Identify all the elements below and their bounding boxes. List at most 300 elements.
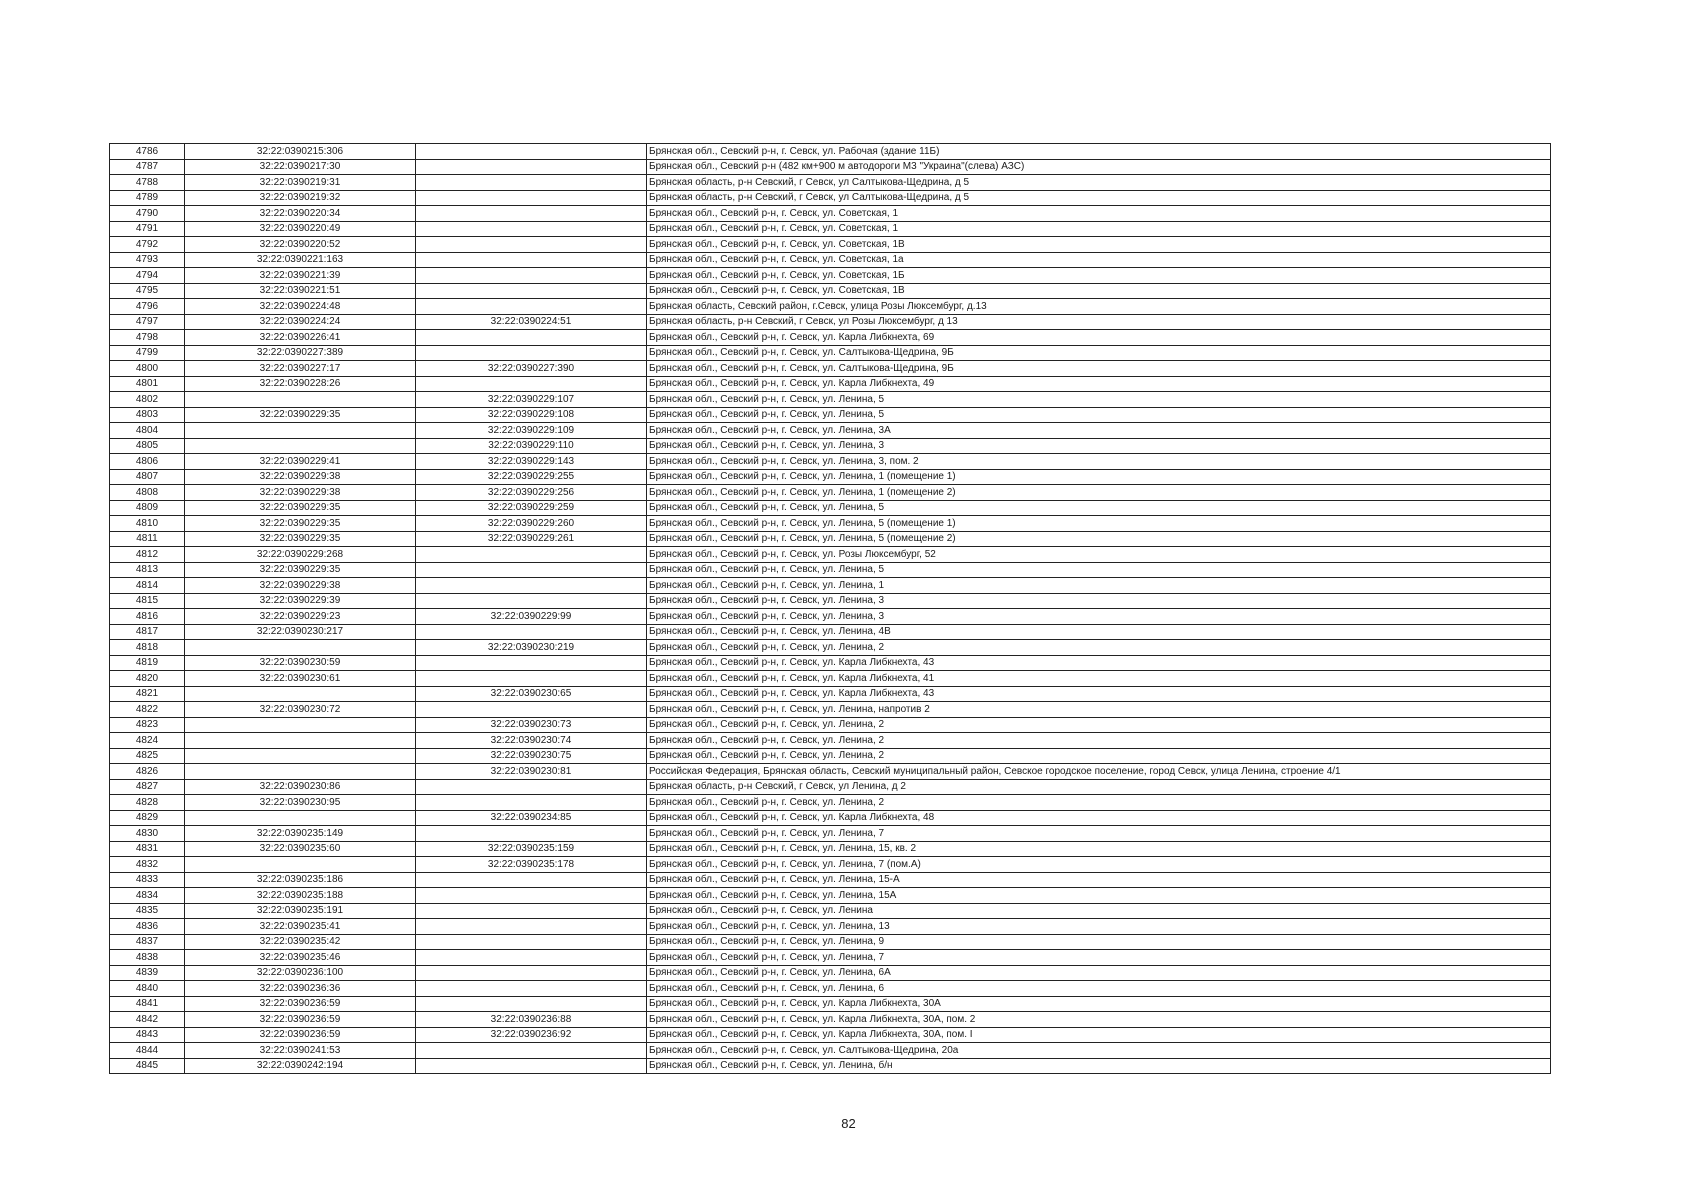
row-number-cell: 4843 — [110, 1027, 185, 1043]
row-number-cell: 4817 — [110, 624, 185, 640]
related-cadastral-number-cell — [416, 671, 647, 687]
related-cadastral-number-cell: 32:22:0390236:92 — [416, 1027, 647, 1043]
table-row — [110, 345, 1551, 361]
related-cadastral-number-cell — [416, 206, 647, 222]
address-cell: Брянская обл., Севский р-н, г. Севск, ул. Ленина, б/н — [647, 1058, 1551, 1074]
row-number-cell: 4834 — [110, 888, 185, 904]
related-cadastral-number-cell: 32:22:0390234:85 — [416, 810, 647, 826]
cadastral-number-cell — [185, 686, 416, 702]
table-row — [110, 841, 1551, 857]
row-number-cell: 4813 — [110, 562, 185, 578]
address-cell: Брянская обл., Севский р-н, г. Севск, ул. Ленина, 1 — [647, 578, 1551, 594]
related-cadastral-number-cell: 32:22:0390230:74 — [416, 733, 647, 749]
address-cell: Брянская обл., Севский р-н, г. Севск, ул. Карла Либкнехта, 43 — [647, 686, 1551, 702]
cadastral-number-cell — [185, 717, 416, 733]
row-number-cell: 4807 — [110, 469, 185, 485]
table-row — [110, 485, 1551, 501]
cadastral-number-cell: 32:22:0390241:53 — [185, 1043, 416, 1059]
cadastral-number-cell: 32:22:0390235:149 — [185, 826, 416, 842]
table-row — [110, 454, 1551, 470]
cadastral-number-cell: 32:22:0390224:24 — [185, 314, 416, 330]
related-cadastral-number-cell — [416, 919, 647, 935]
row-number-cell: 4826 — [110, 764, 185, 780]
cadastral-number-cell: 32:22:0390236:59 — [185, 1012, 416, 1028]
address-cell: Брянская обл., Севский р-н, г. Севск, ул. Салтыкова-Щедрина, 9Б — [647, 345, 1551, 361]
address-cell: Брянская обл., Севский р-н, г. Севск, ул. Ленина, 2 — [647, 640, 1551, 656]
cadastral-number-cell — [185, 748, 416, 764]
table-row — [110, 314, 1551, 330]
table-row — [110, 144, 1551, 160]
cadastral-number-cell: 32:22:0390229:35 — [185, 500, 416, 516]
address-cell: Брянская обл., Севский р-н, г. Севск, ул. Карла Либкнехта, 30А, пом. I — [647, 1027, 1551, 1043]
related-cadastral-number-cell: 32:22:0390229:99 — [416, 609, 647, 625]
row-number-cell: 4798 — [110, 330, 185, 346]
table-row — [110, 996, 1551, 1012]
address-cell: Брянская обл., Севский р-н, г. Севск, ул. Ленина, 2 — [647, 717, 1551, 733]
related-cadastral-number-cell: 32:22:0390229:261 — [416, 531, 647, 547]
address-cell: Брянская обл., Севский р-н, г. Севск, ул. Ленина, 6А — [647, 965, 1551, 981]
row-number-cell: 4788 — [110, 175, 185, 191]
table-row — [110, 950, 1551, 966]
related-cadastral-number-cell — [416, 1058, 647, 1074]
row-number-cell: 4842 — [110, 1012, 185, 1028]
related-cadastral-number-cell — [416, 655, 647, 671]
related-cadastral-number-cell — [416, 888, 647, 904]
cadastral-number-cell: 32:22:0390236:59 — [185, 1027, 416, 1043]
table-row — [110, 733, 1551, 749]
table-row — [110, 872, 1551, 888]
table-row — [110, 516, 1551, 532]
cadastral-number-cell: 32:22:0390229:35 — [185, 407, 416, 423]
related-cadastral-number-cell — [416, 903, 647, 919]
row-number-cell: 4815 — [110, 593, 185, 609]
cadastral-number-cell: 32:22:0390228:26 — [185, 376, 416, 392]
related-cadastral-number-cell — [416, 981, 647, 997]
related-cadastral-number-cell — [416, 872, 647, 888]
table-row — [110, 159, 1551, 175]
row-number-cell: 4828 — [110, 795, 185, 811]
related-cadastral-number-cell: 32:22:0390229:143 — [416, 454, 647, 470]
row-number-cell: 4821 — [110, 686, 185, 702]
cadastral-number-cell: 32:22:0390235:42 — [185, 934, 416, 950]
cadastral-number-cell: 32:22:0390227:17 — [185, 361, 416, 377]
table-row — [110, 190, 1551, 206]
cadastral-number-cell: 32:22:0390220:52 — [185, 237, 416, 253]
address-cell: Брянская обл., Севский р-н, г. Севск, ул. Ленина, 4В — [647, 624, 1551, 640]
cadastral-number-cell: 32:22:0390235:188 — [185, 888, 416, 904]
row-number-cell: 4812 — [110, 547, 185, 563]
row-number-cell: 4801 — [110, 376, 185, 392]
cadastral-number-cell: 32:22:0390235:186 — [185, 872, 416, 888]
cadastral-number-cell: 32:22:0390230:61 — [185, 671, 416, 687]
related-cadastral-number-cell — [416, 934, 647, 950]
address-cell: Брянская обл., Севский р-н, г. Севск, ул. Ленина, 2 — [647, 795, 1551, 811]
related-cadastral-number-cell: 32:22:0390230:73 — [416, 717, 647, 733]
address-cell: Брянская обл., Севский р-н, г. Севск, ул. Ленина, 13 — [647, 919, 1551, 935]
related-cadastral-number-cell: 32:22:0390230:219 — [416, 640, 647, 656]
cadastral-number-cell — [185, 764, 416, 780]
row-number-cell: 4806 — [110, 454, 185, 470]
address-cell: Брянская обл., Севский р-н, г. Севск, ул. Ленина, 2 — [647, 733, 1551, 749]
table-row — [110, 438, 1551, 454]
cadastral-number-cell — [185, 733, 416, 749]
table-row — [110, 376, 1551, 392]
cadastral-number-cell: 32:22:0390221:51 — [185, 283, 416, 299]
related-cadastral-number-cell: 32:22:0390229:260 — [416, 516, 647, 532]
cadastral-number-cell: 32:22:0390229:38 — [185, 469, 416, 485]
cadastral-number-cell — [185, 640, 416, 656]
cadastral-number-cell: 32:22:0390229:41 — [185, 454, 416, 470]
related-cadastral-number-cell: 32:22:0390229:110 — [416, 438, 647, 454]
row-number-cell: 4825 — [110, 748, 185, 764]
related-cadastral-number-cell — [416, 965, 647, 981]
cadastral-number-cell: 32:22:0390221:163 — [185, 252, 416, 268]
cadastral-number-cell: 32:22:0390230:86 — [185, 779, 416, 795]
table-row — [110, 640, 1551, 656]
table-row — [110, 299, 1551, 315]
address-cell: Брянская обл., Севский р-н, г. Севск, ул. Ленина, 7 — [647, 950, 1551, 966]
row-number-cell: 4793 — [110, 252, 185, 268]
cadastral-number-cell: 32:22:0390220:34 — [185, 206, 416, 222]
related-cadastral-number-cell — [416, 330, 647, 346]
related-cadastral-number-cell — [416, 252, 647, 268]
related-cadastral-number-cell — [416, 547, 647, 563]
related-cadastral-number-cell — [416, 1043, 647, 1059]
table-row — [110, 206, 1551, 222]
address-cell: Брянская обл., Севский р-н, г. Севск, ул. Ленина, 3 — [647, 438, 1551, 454]
cadastral-number-cell: 32:22:0390235:191 — [185, 903, 416, 919]
row-number-cell: 4841 — [110, 996, 185, 1012]
related-cadastral-number-cell — [416, 190, 647, 206]
address-cell: Брянская обл., Севский р-н, г. Севск, ул. Ленина, 2 — [647, 748, 1551, 764]
table-row — [110, 469, 1551, 485]
address-cell: Брянская обл., Севский р-н, г. Севск, ул. Салтыкова-Щедрина, 9Б — [647, 361, 1551, 377]
table-row — [110, 810, 1551, 826]
address-cell: Брянская обл., Севский р-н, г. Севск, ул. Советская, 1Б — [647, 268, 1551, 284]
address-cell: Брянская обл., Севский р-н, г. Севск, ул. Ленина, 7 (пом.А) — [647, 857, 1551, 873]
table-row — [110, 500, 1551, 516]
row-number-cell: 4809 — [110, 500, 185, 516]
address-cell: Брянская обл., Севский р-н, г. Севск, ул. Ленина, 15, кв. 2 — [647, 841, 1551, 857]
related-cadastral-number-cell: 32:22:0390229:108 — [416, 407, 647, 423]
row-number-cell: 4797 — [110, 314, 185, 330]
address-cell: Брянская обл., Севский р-н, г. Севск, ул. Салтыкова-Щедрина, 20а — [647, 1043, 1551, 1059]
table-row — [110, 934, 1551, 950]
row-number-cell: 4795 — [110, 283, 185, 299]
table-row — [110, 779, 1551, 795]
address-cell: Брянская обл., Севский р-н, г. Севск, ул. Советская, 1В — [647, 283, 1551, 299]
cadastral-number-cell: 32:22:0390242:194 — [185, 1058, 416, 1074]
related-cadastral-number-cell — [416, 144, 647, 160]
row-number-cell: 4824 — [110, 733, 185, 749]
address-cell: Брянская область, р-н Севский, г Севск, ул Ленина, д 2 — [647, 779, 1551, 795]
cadastral-number-cell: 32:22:0390215:306 — [185, 144, 416, 160]
row-number-cell: 4829 — [110, 810, 185, 826]
table-row — [110, 857, 1551, 873]
row-number-cell: 4827 — [110, 779, 185, 795]
row-number-cell: 4820 — [110, 671, 185, 687]
address-cell: Брянская область, р-н Севский, г Севск, ул Салтыкова-Щедрина, д 5 — [647, 175, 1551, 191]
table-row — [110, 407, 1551, 423]
cadastral-number-cell: 32:22:0390235:41 — [185, 919, 416, 935]
related-cadastral-number-cell — [416, 779, 647, 795]
row-number-cell: 4808 — [110, 485, 185, 501]
address-cell: Брянская обл., Севский р-н, г. Севск, ул. Ленина, 6 — [647, 981, 1551, 997]
address-cell: Брянская обл., Севский р-н, г. Севск, ул. Ленина, 5 (помещение 1) — [647, 516, 1551, 532]
related-cadastral-number-cell — [416, 221, 647, 237]
address-cell: Брянская область, р-н Севский, г Севск, ул Розы Люксембург, д 13 — [647, 314, 1551, 330]
row-number-cell: 4835 — [110, 903, 185, 919]
table-row — [110, 578, 1551, 594]
row-number-cell: 4822 — [110, 702, 185, 718]
address-cell: Брянская обл., Севский р-н, г. Севск, ул. Розы Люксембург, 52 — [647, 547, 1551, 563]
row-number-cell: 4810 — [110, 516, 185, 532]
row-number-cell: 4811 — [110, 531, 185, 547]
address-cell: Брянская обл., Севский р-н, г. Севск, ул. Ленина, 1 (помещение 2) — [647, 485, 1551, 501]
address-cell: Брянская обл., Севский р-н, г. Севск, ул. Ленина, напротив 2 — [647, 702, 1551, 718]
table-row — [110, 547, 1551, 563]
cadastral-number-cell — [185, 392, 416, 408]
row-number-cell: 4816 — [110, 609, 185, 625]
row-number-cell: 4799 — [110, 345, 185, 361]
cadastral-number-cell — [185, 438, 416, 454]
address-cell: Брянская область, р-н Севский, г Севск, ул Салтыкова-Щедрина, д 5 — [647, 190, 1551, 206]
address-cell: Брянская обл., Севский р-н, г. Севск, ул. Ленина, 5 — [647, 392, 1551, 408]
row-number-cell: 4787 — [110, 159, 185, 175]
address-cell: Брянская обл., Севский р-н, г. Севск, ул. Карла Либкнехта, 69 — [647, 330, 1551, 346]
cadastral-number-cell: 32:22:0390226:41 — [185, 330, 416, 346]
related-cadastral-number-cell: 32:22:0390229:107 — [416, 392, 647, 408]
address-cell: Брянская обл., Севский р-н, г. Севск, ул. Ленина, 9 — [647, 934, 1551, 950]
table-row — [110, 1043, 1551, 1059]
table-row — [110, 609, 1551, 625]
row-number-cell: 4836 — [110, 919, 185, 935]
table-row — [110, 1058, 1551, 1074]
related-cadastral-number-cell — [416, 826, 647, 842]
address-cell: Брянская обл., Севский р-н, г. Севск, ул. Ленина, 3, пом. 2 — [647, 454, 1551, 470]
cadastral-number-cell: 32:22:0390236:100 — [185, 965, 416, 981]
cadastral-number-cell — [185, 810, 416, 826]
row-number-cell: 4845 — [110, 1058, 185, 1074]
related-cadastral-number-cell: 32:22:0390229:256 — [416, 485, 647, 501]
related-cadastral-number-cell — [416, 950, 647, 966]
table-row — [110, 888, 1551, 904]
cadastral-number-cell: 32:22:0390229:38 — [185, 578, 416, 594]
cadastral-number-cell: 32:22:0390217:30 — [185, 159, 416, 175]
cadastral-number-cell: 32:22:0390230:217 — [185, 624, 416, 640]
cadastral-number-cell: 32:22:0390230:95 — [185, 795, 416, 811]
row-number-cell: 4814 — [110, 578, 185, 594]
related-cadastral-number-cell: 32:22:0390224:51 — [416, 314, 647, 330]
table-row — [110, 624, 1551, 640]
related-cadastral-number-cell — [416, 283, 647, 299]
table-body — [110, 144, 1551, 1074]
address-cell: Брянская обл., Севский р-н, г. Севск, ул. Ленина, 1 (помещение 1) — [647, 469, 1551, 485]
cadastral-number-cell: 32:22:0390229:23 — [185, 609, 416, 625]
table-row — [110, 1027, 1551, 1043]
cadastral-number-cell: 32:22:0390236:59 — [185, 996, 416, 1012]
related-cadastral-number-cell — [416, 237, 647, 253]
related-cadastral-number-cell: 32:22:0390235:159 — [416, 841, 647, 857]
address-cell: Брянская обл., Севский р-н, г. Севск, ул. Ленина, 3 — [647, 609, 1551, 625]
related-cadastral-number-cell: 32:22:0390230:75 — [416, 748, 647, 764]
row-number-cell: 4791 — [110, 221, 185, 237]
table-row — [110, 826, 1551, 842]
cadastral-table — [109, 143, 1551, 1074]
row-number-cell: 4840 — [110, 981, 185, 997]
cadastral-number-cell: 32:22:0390227:389 — [185, 345, 416, 361]
table-row — [110, 283, 1551, 299]
row-number-cell: 4803 — [110, 407, 185, 423]
row-number-cell: 4790 — [110, 206, 185, 222]
related-cadastral-number-cell — [416, 702, 647, 718]
cadastral-number-cell: 32:22:0390229:38 — [185, 485, 416, 501]
row-number-cell: 4830 — [110, 826, 185, 842]
table-row — [110, 965, 1551, 981]
table-row — [110, 702, 1551, 718]
address-cell: Брянская обл., Севский р-н, г. Севск, ул. Ленина, 3 — [647, 593, 1551, 609]
table-row — [110, 330, 1551, 346]
table-row — [110, 717, 1551, 733]
address-cell: Брянская обл., Севский р-н, г. Севск, ул. Карла Либкнехта, 41 — [647, 671, 1551, 687]
row-number-cell: 4800 — [110, 361, 185, 377]
row-number-cell: 4818 — [110, 640, 185, 656]
row-number-cell: 4792 — [110, 237, 185, 253]
cadastral-number-cell — [185, 423, 416, 439]
related-cadastral-number-cell: 32:22:0390229:109 — [416, 423, 647, 439]
cadastral-number-cell: 32:22:0390229:35 — [185, 562, 416, 578]
row-number-cell: 4832 — [110, 857, 185, 873]
table-row — [110, 903, 1551, 919]
row-number-cell: 4802 — [110, 392, 185, 408]
related-cadastral-number-cell: 32:22:0390230:65 — [416, 686, 647, 702]
related-cadastral-number-cell: 32:22:0390230:81 — [416, 764, 647, 780]
address-cell: Брянская обл., Севский р-н, г. Севск, ул. Ленина, 5 (помещение 2) — [647, 531, 1551, 547]
related-cadastral-number-cell: 32:22:0390229:255 — [416, 469, 647, 485]
related-cadastral-number-cell: 32:22:0390227:390 — [416, 361, 647, 377]
related-cadastral-number-cell — [416, 578, 647, 594]
row-number-cell: 4838 — [110, 950, 185, 966]
row-number-cell: 4819 — [110, 655, 185, 671]
address-cell: Брянская обл., Севский р-н (482 км+900 м автодороги М3 "Украина"(слева) АЗС) — [647, 159, 1551, 175]
address-cell: Брянская обл., Севский р-н, г. Севск, ул. Советская, 1В — [647, 237, 1551, 253]
table-row — [110, 795, 1551, 811]
table-row — [110, 361, 1551, 377]
cadastral-number-cell: 32:22:0390230:59 — [185, 655, 416, 671]
table-row — [110, 268, 1551, 284]
address-cell: Брянская обл., Севский р-н, г. Севск, ул. Советская, 1 — [647, 206, 1551, 222]
page-number: 82 — [841, 1116, 856, 1131]
address-cell: Брянская обл., Севский р-н, г. Севск, ул. Ленина — [647, 903, 1551, 919]
table-row — [110, 919, 1551, 935]
address-cell: Брянская обл., Севский р-н, г. Севск, ул. Рабочая (здание 11Б) — [647, 144, 1551, 160]
table-row — [110, 686, 1551, 702]
row-number-cell: 4833 — [110, 872, 185, 888]
related-cadastral-number-cell — [416, 795, 647, 811]
address-cell: Брянская обл., Севский р-н, г. Севск, ул. Ленина, 5 — [647, 407, 1551, 423]
row-number-cell: 4837 — [110, 934, 185, 950]
row-number-cell: 4823 — [110, 717, 185, 733]
related-cadastral-number-cell — [416, 376, 647, 392]
document-sheet — [109, 143, 1551, 1074]
cadastral-number-cell — [185, 857, 416, 873]
related-cadastral-number-cell — [416, 593, 647, 609]
address-cell: Брянская обл., Севский р-н, г. Севск, ул. Карла Либкнехта, 49 — [647, 376, 1551, 392]
related-cadastral-number-cell — [416, 299, 647, 315]
table-row — [110, 748, 1551, 764]
row-number-cell: 4804 — [110, 423, 185, 439]
address-cell: Брянская область, Севский район, г.Севск, улица Розы Люксембург, д.13 — [647, 299, 1551, 315]
related-cadastral-number-cell — [416, 624, 647, 640]
row-number-cell: 4789 — [110, 190, 185, 206]
table-row — [110, 981, 1551, 997]
table-row — [110, 655, 1551, 671]
related-cadastral-number-cell — [416, 996, 647, 1012]
address-cell: Брянская обл., Севский р-н, г. Севск, ул. Карла Либкнехта, 43 — [647, 655, 1551, 671]
cadastral-number-cell: 32:22:0390229:35 — [185, 531, 416, 547]
table-row — [110, 671, 1551, 687]
cadastral-number-cell: 32:22:0390230:72 — [185, 702, 416, 718]
table-row — [110, 764, 1551, 780]
row-number-cell: 4831 — [110, 841, 185, 857]
related-cadastral-number-cell: 32:22:0390235:178 — [416, 857, 647, 873]
row-number-cell: 4786 — [110, 144, 185, 160]
cadastral-number-cell: 32:22:0390229:39 — [185, 593, 416, 609]
address-cell: Брянская обл., Севский р-н, г. Севск, ул. Карла Либкнехта, 48 — [647, 810, 1551, 826]
table-row — [110, 392, 1551, 408]
address-cell: Брянская обл., Севский р-н, г. Севск, ул. Ленина, 15-А — [647, 872, 1551, 888]
related-cadastral-number-cell — [416, 175, 647, 191]
related-cadastral-number-cell — [416, 159, 647, 175]
row-number-cell: 4839 — [110, 965, 185, 981]
row-number-cell: 4794 — [110, 268, 185, 284]
related-cadastral-number-cell: 32:22:0390236:88 — [416, 1012, 647, 1028]
related-cadastral-number-cell — [416, 268, 647, 284]
cadastral-number-cell: 32:22:0390235:46 — [185, 950, 416, 966]
table-row — [110, 252, 1551, 268]
address-cell: Брянская обл., Севский р-н, г. Севск, ул. Ленина, 3А — [647, 423, 1551, 439]
address-cell: Брянская обл., Севский р-н, г. Севск, ул. Советская, 1а — [647, 252, 1551, 268]
table-row — [110, 175, 1551, 191]
address-cell: Брянская обл., Севский р-н, г. Севск, ул. Ленина, 15А — [647, 888, 1551, 904]
cadastral-number-cell: 32:22:0390224:48 — [185, 299, 416, 315]
table-row — [110, 221, 1551, 237]
table-row — [110, 237, 1551, 253]
table-row — [110, 531, 1551, 547]
address-cell: Российская Федерация, Брянская область, Севский муниципальный район, Севское городское поселение, город Севск, улица Ленина, строение 4/1 — [647, 764, 1551, 780]
address-cell: Брянская обл., Севский р-н, г. Севск, ул. Карла Либкнехта, 30А, пом. 2 — [647, 1012, 1551, 1028]
address-cell: Брянская обл., Севский р-н, г. Севск, ул. Ленина, 5 — [647, 562, 1551, 578]
cadastral-number-cell: 32:22:0390220:49 — [185, 221, 416, 237]
cadastral-number-cell: 32:22:0390235:60 — [185, 841, 416, 857]
cadastral-number-cell: 32:22:0390219:31 — [185, 175, 416, 191]
related-cadastral-number-cell: 32:22:0390229:259 — [416, 500, 647, 516]
cadastral-number-cell: 32:22:0390221:39 — [185, 268, 416, 284]
table-row — [110, 1012, 1551, 1028]
related-cadastral-number-cell — [416, 562, 647, 578]
address-cell: Брянская обл., Севский р-н, г. Севск, ул. Советская, 1 — [647, 221, 1551, 237]
cadastral-number-cell: 32:22:0390229:35 — [185, 516, 416, 532]
table-row — [110, 423, 1551, 439]
row-number-cell: 4796 — [110, 299, 185, 315]
row-number-cell: 4844 — [110, 1043, 185, 1059]
table-row — [110, 562, 1551, 578]
address-cell: Брянская обл., Севский р-н, г. Севск, ул. Ленина, 7 — [647, 826, 1551, 842]
row-number-cell: 4805 — [110, 438, 185, 454]
address-cell: Брянская обл., Севский р-н, г. Севск, ул. Карла Либкнехта, 30А — [647, 996, 1551, 1012]
address-cell: Брянская обл., Севский р-н, г. Севск, ул. Ленина, 5 — [647, 500, 1551, 516]
table-row — [110, 593, 1551, 609]
